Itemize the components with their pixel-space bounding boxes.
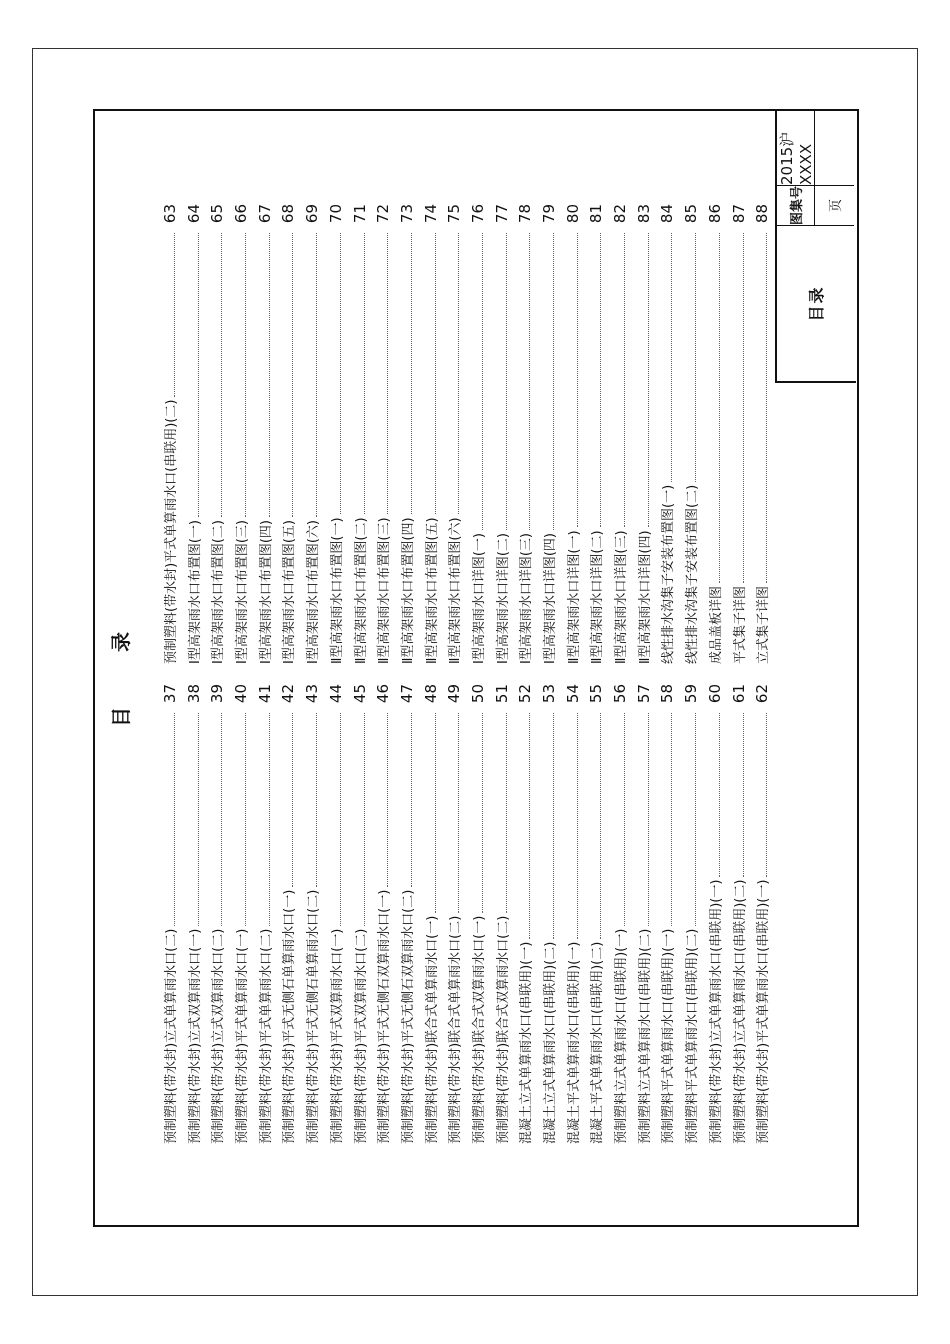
entry-page: 54 <box>563 684 582 704</box>
entry-title: 预制塑料(带水封)立式双算雨水口(一) <box>187 928 203 1144</box>
toc-entry[interactable] <box>443 684 467 1144</box>
dot-leader <box>221 233 222 517</box>
toc-entry[interactable] <box>159 204 183 664</box>
entry-title: 预制塑料(带水封)平式单算雨水口(二) <box>258 928 274 1144</box>
title-block <box>775 111 856 383</box>
entry-title: 预制塑料(带水封)立式单算雨水口(串联用)(一) <box>708 879 724 1144</box>
toc-entry[interactable] <box>277 684 301 1144</box>
toc-entry[interactable] <box>396 684 420 1144</box>
toc-entry[interactable] <box>183 684 207 1144</box>
entry-page: 52 <box>516 684 535 704</box>
entry-page: 48 <box>421 684 440 704</box>
toc-entry[interactable] <box>728 204 752 664</box>
entry-title: Ⅰ型高架雨水口布置图(三) <box>235 520 251 664</box>
entry-page: 84 <box>658 204 677 224</box>
entry-title: Ⅱ型高架雨水口布置图(一) <box>329 517 345 664</box>
entry-page: 55 <box>587 684 606 704</box>
toc-entry[interactable] <box>325 684 349 1144</box>
entry-title: Ⅱ型高架雨水口布置图(二) <box>353 517 369 664</box>
entry-page: 63 <box>161 204 179 224</box>
dot-leader <box>624 713 625 926</box>
entry-page: 53 <box>540 684 558 704</box>
toc-entry[interactable] <box>751 684 775 1144</box>
entry-title: Ⅰ型高架雨水口布置图(一) <box>187 520 203 664</box>
dot-leader <box>292 713 293 887</box>
toc-entry[interactable] <box>183 204 207 664</box>
dot-leader <box>292 233 293 517</box>
dot-leader <box>695 713 696 926</box>
entry-page: 73 <box>397 204 416 224</box>
entry-page: 88 <box>753 204 772 224</box>
toc-entry[interactable] <box>396 204 420 664</box>
entry-title: 预制塑料平式单算雨水口(串联用)(一) <box>661 928 677 1144</box>
dot-leader <box>482 233 483 530</box>
entry-page: 77 <box>492 204 511 224</box>
entry-page: 69 <box>303 204 322 224</box>
page-label: 页 <box>815 186 854 226</box>
dot-leader <box>553 713 554 939</box>
entry-title: Ⅱ型高架雨水口详图(四) <box>637 530 653 664</box>
toc-entry[interactable] <box>609 684 633 1144</box>
dot-leader <box>411 713 412 887</box>
toc-entry[interactable] <box>704 204 728 664</box>
toc-entry[interactable] <box>562 684 586 1144</box>
entry-page: 67 <box>255 204 274 224</box>
page-value <box>815 109 854 186</box>
toc-entry[interactable] <box>254 684 278 1144</box>
toc-entry[interactable] <box>301 684 325 1144</box>
entry-page: 68 <box>279 204 298 224</box>
dot-leader <box>695 233 696 482</box>
entry-title: Ⅰ型高架雨水口详图(二) <box>495 533 511 664</box>
dot-leader <box>719 233 720 583</box>
atlas-no-label: 图集号 <box>777 186 815 226</box>
toc-entry[interactable] <box>349 204 373 664</box>
entry-page: 86 <box>705 204 724 224</box>
entry-page: 60 <box>705 684 724 704</box>
entry-title: 线性排水沟集子安装布置图(一) <box>661 484 677 664</box>
entry-title: 预制塑料立式单算雨水口(串联用)(一) <box>614 928 630 1144</box>
toc-entry[interactable] <box>633 204 657 664</box>
toc-right-column <box>159 204 775 664</box>
entry-title: 混凝土立式单算雨水口(串联用)(二) <box>543 941 558 1144</box>
entry-title: 预制塑料(带水封)立式单算雨水口(二) <box>164 928 179 1144</box>
entry-title: 预制塑料立式单算雨水口(串联用)(二) <box>637 928 653 1144</box>
entry-title: 预制塑料(带水封)平式无侧石双算雨水口(一) <box>377 889 393 1144</box>
toc-entry[interactable] <box>656 204 680 664</box>
toc-entry[interactable] <box>728 684 752 1144</box>
toc-entry[interactable] <box>491 204 515 664</box>
entry-page: 74 <box>421 204 440 224</box>
dot-leader <box>577 233 578 527</box>
toc-entry[interactable] <box>420 204 444 664</box>
entry-title: 预制塑料(带水封)平式无侧石单算雨水口(二) <box>306 889 322 1144</box>
entry-page: 46 <box>374 684 393 704</box>
entry-title: 立式集子详图 <box>756 585 772 664</box>
dot-leader <box>648 233 649 527</box>
toc-entry[interactable] <box>301 204 325 664</box>
toc-entry[interactable] <box>704 684 728 1144</box>
toc-entry[interactable] <box>206 204 230 664</box>
entry-page: 37 <box>161 684 179 704</box>
entry-page: 49 <box>445 684 464 704</box>
dot-leader <box>671 713 672 926</box>
dot-leader <box>174 713 175 926</box>
entry-page: 83 <box>634 204 653 224</box>
entry-page: 40 <box>232 684 251 704</box>
entry-title: 预制塑料(带水封)平式双算雨水口(一) <box>329 928 345 1144</box>
toc-entry[interactable] <box>585 684 609 1144</box>
dot-leader <box>577 713 578 939</box>
page-title: 目 录 <box>109 608 133 727</box>
dot-leader <box>529 713 530 939</box>
entry-title: Ⅰ型高架雨水口布置图(四) <box>258 520 274 664</box>
toc-left-column <box>159 684 775 1144</box>
entry-title: Ⅰ型高架雨水口详图(一) <box>471 533 487 664</box>
dot-leader <box>245 233 246 517</box>
entry-page: 66 <box>232 204 251 224</box>
dot-leader <box>482 713 483 913</box>
entry-title: 平式集子详图 <box>732 585 748 664</box>
dot-leader <box>221 713 222 926</box>
dot-leader <box>245 713 246 926</box>
entry-page: 87 <box>729 204 748 224</box>
dot-leader <box>435 233 436 514</box>
entry-title: Ⅱ型高架雨水口布置图(五) <box>424 517 440 664</box>
dot-leader <box>316 713 317 887</box>
rotated-sheet <box>95 111 856 1224</box>
dot-leader <box>671 233 672 482</box>
entry-title: 预制塑料(带水封)立式单算雨水口(串联用)(二) <box>732 879 748 1144</box>
entry-title: 预制塑料(带水封)联合式单算雨水口(一) <box>424 915 440 1144</box>
toc-entry[interactable] <box>159 684 183 1144</box>
entry-title: 预制塑料(带水封)联合式双算雨水口(二) <box>495 915 511 1144</box>
toc-entry[interactable] <box>467 204 491 664</box>
toc-entry[interactable] <box>420 684 444 1144</box>
dot-leader <box>600 713 601 939</box>
toc-entry[interactable] <box>538 204 562 664</box>
entry-title: 成品盖板详图 <box>708 585 724 664</box>
entry-title: Ⅰ型高架雨水口详图(三) <box>519 533 535 664</box>
toc-entry[interactable] <box>680 204 704 664</box>
entry-page: 50 <box>468 684 487 704</box>
toc-entry[interactable] <box>680 684 704 1144</box>
dot-leader <box>174 233 175 397</box>
toc-entry[interactable] <box>349 684 373 1144</box>
entry-page: 51 <box>492 684 511 704</box>
entry-title: Ⅱ型高架雨水口详图(一) <box>566 530 582 664</box>
toc-entry[interactable] <box>443 204 467 664</box>
dot-leader <box>387 233 388 514</box>
entry-page: 58 <box>658 684 677 704</box>
entry-page: 64 <box>184 204 203 224</box>
entry-title: 混凝土平式单算雨水口(串联用)(二) <box>590 941 606 1144</box>
dot-leader <box>198 713 199 926</box>
dot-leader <box>506 233 507 530</box>
toc-entry[interactable] <box>514 684 538 1144</box>
entry-page: 65 <box>208 204 227 224</box>
entry-title: 混凝土平式单算雨水口(串联用)(一) <box>566 941 582 1144</box>
toc-entry[interactable] <box>325 204 349 664</box>
entry-page: 71 <box>350 204 369 224</box>
entry-title: Ⅰ型高架雨水口布置图(六) <box>306 520 322 664</box>
entry-title: 预制塑料(带水封)平式无侧石双算雨水口(二) <box>400 889 416 1144</box>
entry-title: Ⅱ型高架雨水口详图(三) <box>614 530 630 664</box>
dot-leader <box>743 713 744 877</box>
dot-leader <box>364 713 365 926</box>
entry-title: 预制塑料(带水封)平式无侧石单算雨水口(一) <box>282 889 298 1144</box>
entry-title: Ⅰ型高架雨水口详图(四) <box>543 533 558 664</box>
entry-page: 42 <box>279 684 298 704</box>
entry-title: 预制塑料(带水封)平式单算雨水口(串联用)(一) <box>756 879 772 1144</box>
toc-entry[interactable] <box>230 204 254 664</box>
entry-title: 线性排水沟集子安装布置图(二) <box>685 484 701 664</box>
toc-entry[interactable] <box>372 684 396 1144</box>
dot-leader <box>743 233 744 583</box>
entry-page: 79 <box>540 204 558 224</box>
entry-title: Ⅰ型高架雨水口布置图(五) <box>282 520 298 664</box>
dot-leader <box>364 233 365 514</box>
toc-entry[interactable] <box>751 204 775 664</box>
toc-entry[interactable] <box>254 204 278 664</box>
toc-entry[interactable] <box>633 684 657 1144</box>
entry-title: Ⅰ型高架雨水口布置图(二) <box>211 520 227 664</box>
dot-leader <box>600 233 601 527</box>
atlas-no-value: 2015沪XXXX <box>777 109 815 186</box>
dot-leader <box>316 233 317 517</box>
entry-title: 预制塑料(带水封)联合式单算雨水口(二) <box>448 915 464 1144</box>
toc-entry[interactable] <box>206 684 230 1144</box>
dot-leader <box>648 713 649 926</box>
dot-leader <box>411 233 412 514</box>
entry-page: 44 <box>326 684 345 704</box>
dot-leader <box>269 233 270 517</box>
entry-title: Ⅱ型高架雨水口布置图(三) <box>377 517 393 664</box>
entry-page: 47 <box>397 684 416 704</box>
toc-entry[interactable] <box>562 204 586 664</box>
entry-page: 43 <box>303 684 322 704</box>
entry-page: 76 <box>468 204 487 224</box>
entry-page: 85 <box>682 204 701 224</box>
entry-page: 62 <box>753 684 772 704</box>
toc-entry[interactable] <box>372 204 396 664</box>
dot-leader <box>269 713 270 926</box>
dot-leader <box>624 233 625 527</box>
drawing-title: 目录 <box>807 285 826 322</box>
dot-leader <box>506 713 507 913</box>
entry-page: 39 <box>208 684 227 704</box>
entry-page: 75 <box>445 204 464 224</box>
entry-title: Ⅱ型高架雨水口布置图(六) <box>448 517 464 664</box>
entry-page: 57 <box>634 684 653 704</box>
dot-leader <box>198 233 199 517</box>
dot-leader <box>340 233 341 514</box>
dot-leader <box>387 713 388 887</box>
toc-entry[interactable] <box>277 204 301 664</box>
entry-title: 预制塑料(带水封)联合式双算雨水口(一) <box>471 915 487 1144</box>
entry-title: 预制塑料(带水封)平式双算雨水口(二) <box>353 928 369 1144</box>
dot-leader <box>529 233 530 530</box>
entry-title: Ⅱ型高架雨水口布置图(四) <box>400 517 416 664</box>
entry-page: 82 <box>611 204 630 224</box>
dot-leader <box>766 713 767 877</box>
entry-title: 混凝土立式单算雨水口(串联用)(一) <box>519 941 535 1144</box>
dot-leader <box>458 233 459 514</box>
toc-entry[interactable] <box>656 684 680 1144</box>
entry-page: 56 <box>611 684 630 704</box>
dot-leader <box>766 233 767 583</box>
entry-page: 59 <box>682 684 701 704</box>
entry-title: 预制塑料(带水封)平式单算雨水口(一) <box>235 928 251 1144</box>
dot-leader <box>435 713 436 913</box>
entry-page: 41 <box>255 684 274 704</box>
entry-page: 72 <box>374 204 393 224</box>
entry-page: 70 <box>326 204 345 224</box>
entry-page: 61 <box>729 684 748 704</box>
entry-title: 预制塑料平式单算雨水口(串联用)(二) <box>685 928 701 1144</box>
entry-title: Ⅱ型高架雨水口详图(二) <box>590 530 606 664</box>
entry-page: 45 <box>350 684 369 704</box>
toc-entry[interactable] <box>230 684 254 1144</box>
entry-title: 预制塑料(带水封)立式双算雨水口(二) <box>211 928 227 1144</box>
dot-leader <box>553 233 554 530</box>
toc-entry[interactable] <box>491 684 515 1144</box>
toc-entry[interactable] <box>585 204 609 664</box>
dot-leader <box>340 713 341 926</box>
entry-page: 81 <box>587 204 606 224</box>
dot-leader <box>458 713 459 913</box>
drawing-frame <box>93 109 859 1227</box>
entry-page: 78 <box>516 204 535 224</box>
entry-page: 38 <box>184 684 203 704</box>
toc-entry[interactable] <box>609 204 633 664</box>
entry-page: 80 <box>563 204 582 224</box>
dot-leader <box>719 713 720 877</box>
toc-entry[interactable] <box>538 684 562 1144</box>
toc-entry[interactable] <box>514 204 538 664</box>
toc-entry[interactable] <box>467 684 491 1144</box>
entry-title: 预制塑料(带水封)平式单算雨水口(串联用)(二) <box>164 399 179 664</box>
